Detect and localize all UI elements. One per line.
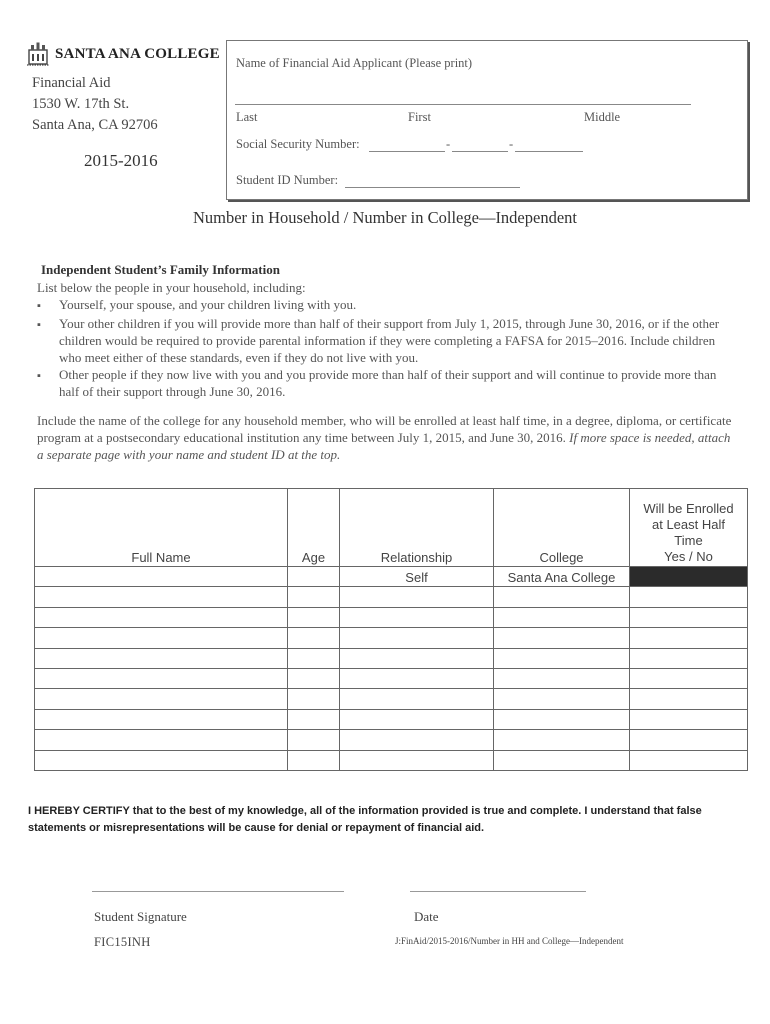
- cell-age[interactable]: [288, 607, 340, 627]
- college-name: SANTA ANA COLLEGE: [55, 45, 220, 62]
- cell-enrolled[interactable]: [630, 607, 748, 627]
- college-header: [27, 42, 220, 66]
- cell-full-name[interactable]: [35, 587, 288, 607]
- address-line-1: 1530 W. 17th St.: [32, 96, 130, 112]
- table-row: [35, 567, 748, 587]
- certification-statement: I HEREBY CERTIFY that to the best of my knowledge, all of the information provided is true and complete. I understand that false statements or misrepresentations will be cause for denial or repayment of financial aid.: [28, 805, 702, 834]
- college-note-italic: If more space is needed, attach a separate page with your name and student ID at the top.: [37, 430, 731, 462]
- cell-full-name[interactable]: [35, 567, 288, 587]
- cell-full-name[interactable]: [35, 689, 288, 709]
- address-line-2: Santa Ana, CA 92706: [32, 117, 158, 133]
- table-row: [35, 750, 748, 770]
- applicant-info-box: [226, 40, 748, 200]
- bullet-icon: [37, 366, 59, 400]
- instruction-bullet-2: ▪ Your other children if you will provide more than half of their support from July 1, 2015, through June 30, 2016, or if the other children would be required to provide parental information if they were completing a FAFSA for 2015–2016. Include children who meet either of these standards, even if they do not live with you.: [37, 315, 737, 366]
- cell-age[interactable]: [288, 587, 340, 607]
- cell-relationship: Self: [340, 567, 494, 587]
- cell-age[interactable]: [288, 567, 340, 587]
- academic-year: 2015-2016: [84, 151, 158, 170]
- col-college: College: [494, 489, 630, 567]
- table-header-row: [35, 489, 748, 567]
- cell-enrolled[interactable]: [630, 587, 748, 607]
- cell-age[interactable]: [288, 750, 340, 770]
- cell-college[interactable]: [494, 668, 630, 688]
- col-full-name: Full Name: [35, 489, 288, 567]
- instruction-bullet-3: ▪ Other people if they now live with you and you provide more than half of their support and will continue to provide more than half of their support through June 30, 2016.: [37, 366, 737, 400]
- col-enrolled: Will be Enrolled at Least Half Time Yes / No: [630, 489, 748, 567]
- form-title: Number in Household / Number in College—Independent: [192, 208, 577, 227]
- cell-enrolled-shaded: [630, 567, 748, 587]
- cell-relationship[interactable]: [340, 689, 494, 709]
- cell-full-name[interactable]: [35, 648, 288, 668]
- cell-age[interactable]: [288, 689, 340, 709]
- cell-enrolled[interactable]: [630, 750, 748, 770]
- table-row: [35, 668, 748, 688]
- department-name: Financial Aid: [32, 75, 111, 91]
- ssn-field-part2[interactable]: [452, 151, 508, 152]
- cell-enrolled[interactable]: [630, 648, 748, 668]
- cell-enrolled[interactable]: [630, 668, 748, 688]
- cell-age[interactable]: [288, 668, 340, 688]
- ssn-label: Social Security Number:: [236, 137, 360, 151]
- cell-enrolled[interactable]: [630, 709, 748, 729]
- cell-college[interactable]: [494, 730, 630, 750]
- ssn-separator-2: -: [509, 137, 514, 151]
- cell-full-name[interactable]: [35, 750, 288, 770]
- cell-age[interactable]: [288, 648, 340, 668]
- student-id-label: Student ID Number:: [236, 173, 339, 187]
- cell-relationship[interactable]: [340, 648, 494, 668]
- cell-age[interactable]: [288, 730, 340, 750]
- table-row: [35, 648, 748, 668]
- cell-full-name[interactable]: [35, 709, 288, 729]
- col-relationship: Relationship: [340, 489, 494, 567]
- cell-age[interactable]: [288, 628, 340, 648]
- middle-name-label: Middle: [584, 110, 621, 124]
- college-note-text: Include the name of the college for any household member, who will be enrolled at least half time, in a degree, diploma, or certificate program at a postsecondary educational institution any time between July 1, 2015, and June 30, 2016.: [37, 413, 732, 445]
- household-table: [34, 488, 748, 771]
- ssn-field-part1[interactable]: [369, 151, 445, 152]
- cell-college: Santa Ana College: [494, 567, 630, 587]
- applicant-name-field[interactable]: [235, 104, 691, 105]
- form-code: FIC15INH: [94, 935, 151, 949]
- instructions-intro: List below the people in your household, including:: [37, 280, 306, 295]
- cell-relationship[interactable]: [340, 709, 494, 729]
- cell-college[interactable]: [494, 709, 630, 729]
- ssn-separator-1: -: [446, 137, 451, 151]
- table-row: [35, 587, 748, 607]
- cell-enrolled[interactable]: [630, 689, 748, 709]
- cell-enrolled[interactable]: [630, 730, 748, 750]
- table-row: [35, 607, 748, 627]
- cell-college[interactable]: [494, 607, 630, 627]
- cell-relationship[interactable]: [340, 628, 494, 648]
- college-note: [37, 412, 737, 463]
- cell-college[interactable]: [494, 587, 630, 607]
- bullet-icon: [37, 296, 59, 315]
- cell-relationship[interactable]: [340, 587, 494, 607]
- instructions-heading: Independent Student’s Family Information: [41, 262, 280, 277]
- signature-label: Student Signature: [94, 909, 187, 924]
- last-name-label: Last: [236, 110, 258, 124]
- date-line[interactable]: [410, 891, 586, 892]
- applicant-name-label: Name of Financial Aid Applicant (Please print): [236, 56, 473, 70]
- table-row: [35, 628, 748, 648]
- student-id-field[interactable]: [345, 187, 520, 188]
- cell-college[interactable]: [494, 628, 630, 648]
- cell-college[interactable]: [494, 648, 630, 668]
- col-age: Age: [288, 489, 340, 567]
- cell-college[interactable]: [494, 750, 630, 770]
- cell-full-name[interactable]: [35, 668, 288, 688]
- table-row: [35, 709, 748, 729]
- table-row: [35, 730, 748, 750]
- ssn-field-part3[interactable]: [515, 151, 583, 152]
- file-path: J:FinAid/2015-2016/Number in HH and College—Independent: [395, 936, 624, 946]
- cell-relationship[interactable]: [340, 607, 494, 627]
- cell-college[interactable]: [494, 689, 630, 709]
- cell-relationship[interactable]: [340, 730, 494, 750]
- college-logo-icon: [27, 42, 49, 66]
- bullet-icon: [37, 315, 59, 366]
- instruction-bullet-1: ▪ Yourself, your spouse, and your children living with you.: [37, 296, 737, 315]
- signature-line[interactable]: [92, 891, 344, 892]
- instructions-block: [37, 279, 737, 400]
- cell-relationship[interactable]: [340, 668, 494, 688]
- date-label: Date: [414, 909, 439, 924]
- table-row: [35, 689, 748, 709]
- cell-full-name[interactable]: [35, 607, 288, 627]
- cell-full-name[interactable]: [35, 730, 288, 750]
- cell-relationship[interactable]: [340, 750, 494, 770]
- cell-enrolled[interactable]: [630, 628, 748, 648]
- cell-age[interactable]: [288, 709, 340, 729]
- cell-full-name[interactable]: [35, 628, 288, 648]
- first-name-label: First: [408, 110, 431, 124]
